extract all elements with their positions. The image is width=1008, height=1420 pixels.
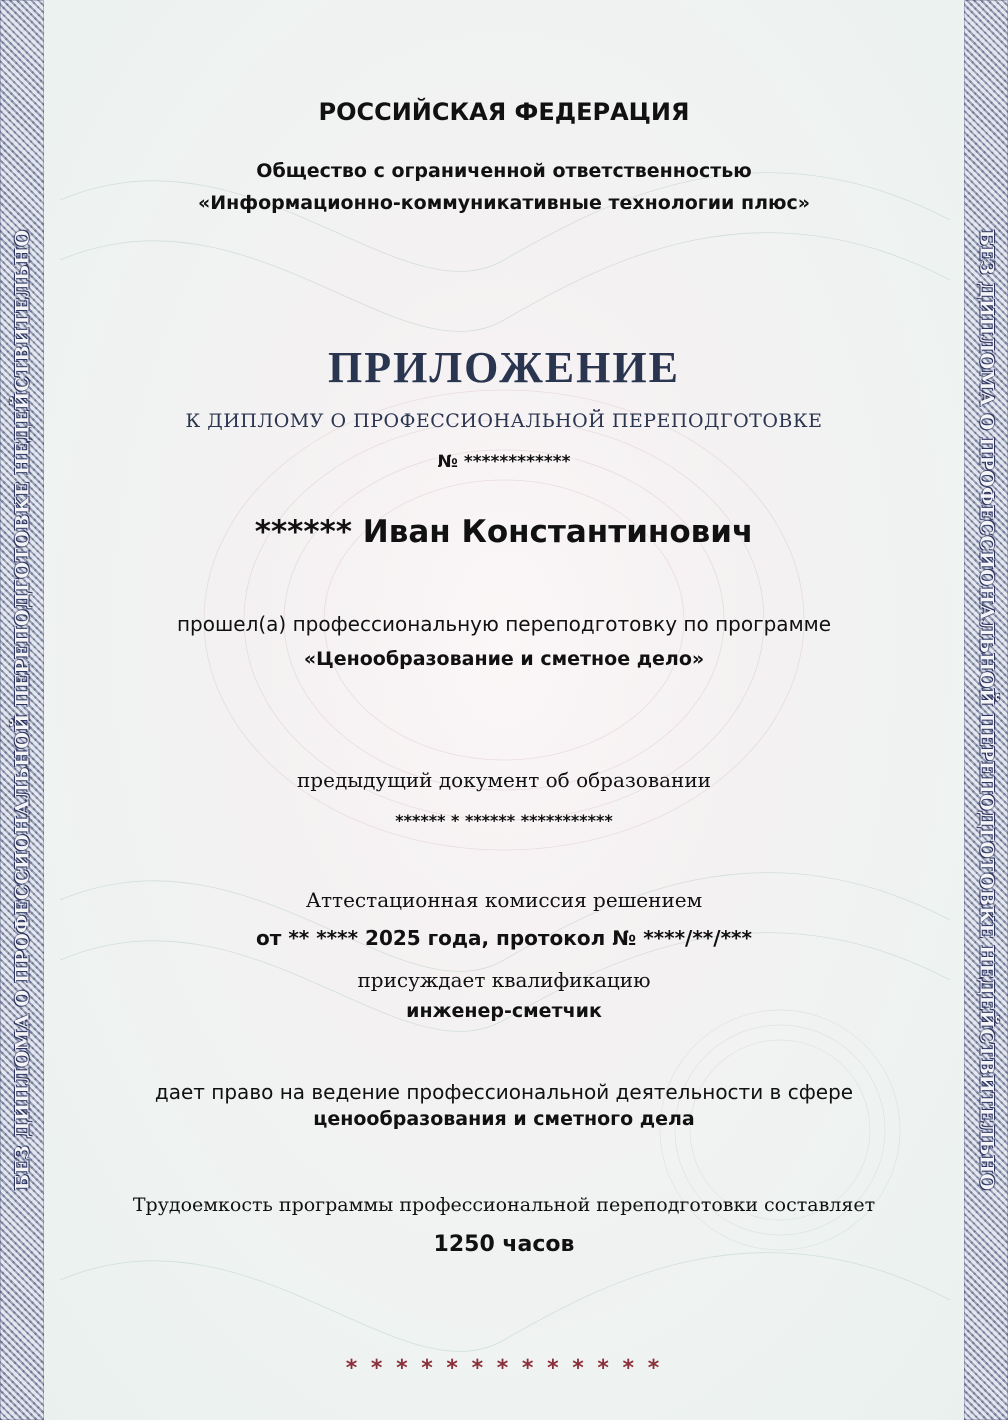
- rights-field: ценообразования и сметного дела: [313, 1108, 695, 1130]
- document-number: № ************: [437, 452, 571, 472]
- qualification-label: присуждает квалификацию: [357, 968, 651, 992]
- serial-number: * * * * * * * * * * * * *: [345, 1356, 663, 1381]
- document-subtitle: К ДИПЛОМУ О ПРОФЕССИОНАЛЬНОЙ ПЕРЕПОДГОТОВКЕ: [185, 410, 823, 432]
- workload-label: Трудоемкость программы профессиональной переподготовки составляет: [132, 1194, 876, 1216]
- commission-decision: от ** **** 2025 года, протокол № ****/**/***: [256, 926, 752, 950]
- rights-label: дает право на ведение профессиональной деятельности в сфере: [154, 1080, 854, 1104]
- country-heading: РОССИЙСКАЯ ФЕДЕРАЦИЯ: [318, 98, 690, 126]
- qualification-value: инженер-сметчик: [406, 1000, 602, 1022]
- holder-name: ****** Иван Константинович: [254, 514, 754, 550]
- previous-document-value: ****** * ****** ***********: [395, 811, 613, 830]
- commission-label: Аттестационная комиссия решением: [305, 888, 703, 912]
- workload-value: 1250 часов: [433, 1232, 575, 1257]
- left-border-caption: БЕЗ ДИПЛОМА О ПРОФЕССИОНАЛЬНОЙ ПЕРЕПОДГОТОВКЕ НЕДЕЙСТВИТЕЛЬНО: [11, 229, 34, 1191]
- organization-line-1: Общество с ограниченной ответственностью: [256, 160, 752, 182]
- program-name: «Ценообразование и сметное дело»: [303, 648, 705, 670]
- program-label: прошел(а) профессиональную переподготовку по программе: [176, 612, 832, 636]
- right-border-caption: БЕЗ ДИПЛОМА О ПРОФЕССИОНАЛЬНОЙ ПЕРЕПОДГОТОВКЕ НЕДЕЙСТВИТЕЛЬНО: [975, 229, 998, 1191]
- organization-line-2: «Информационно-коммуникативные технологии плюс»: [197, 192, 811, 214]
- document-title: ПРИЛОЖЕНИЕ: [328, 343, 680, 392]
- previous-document-label: предыдущий документ об образовании: [296, 768, 712, 792]
